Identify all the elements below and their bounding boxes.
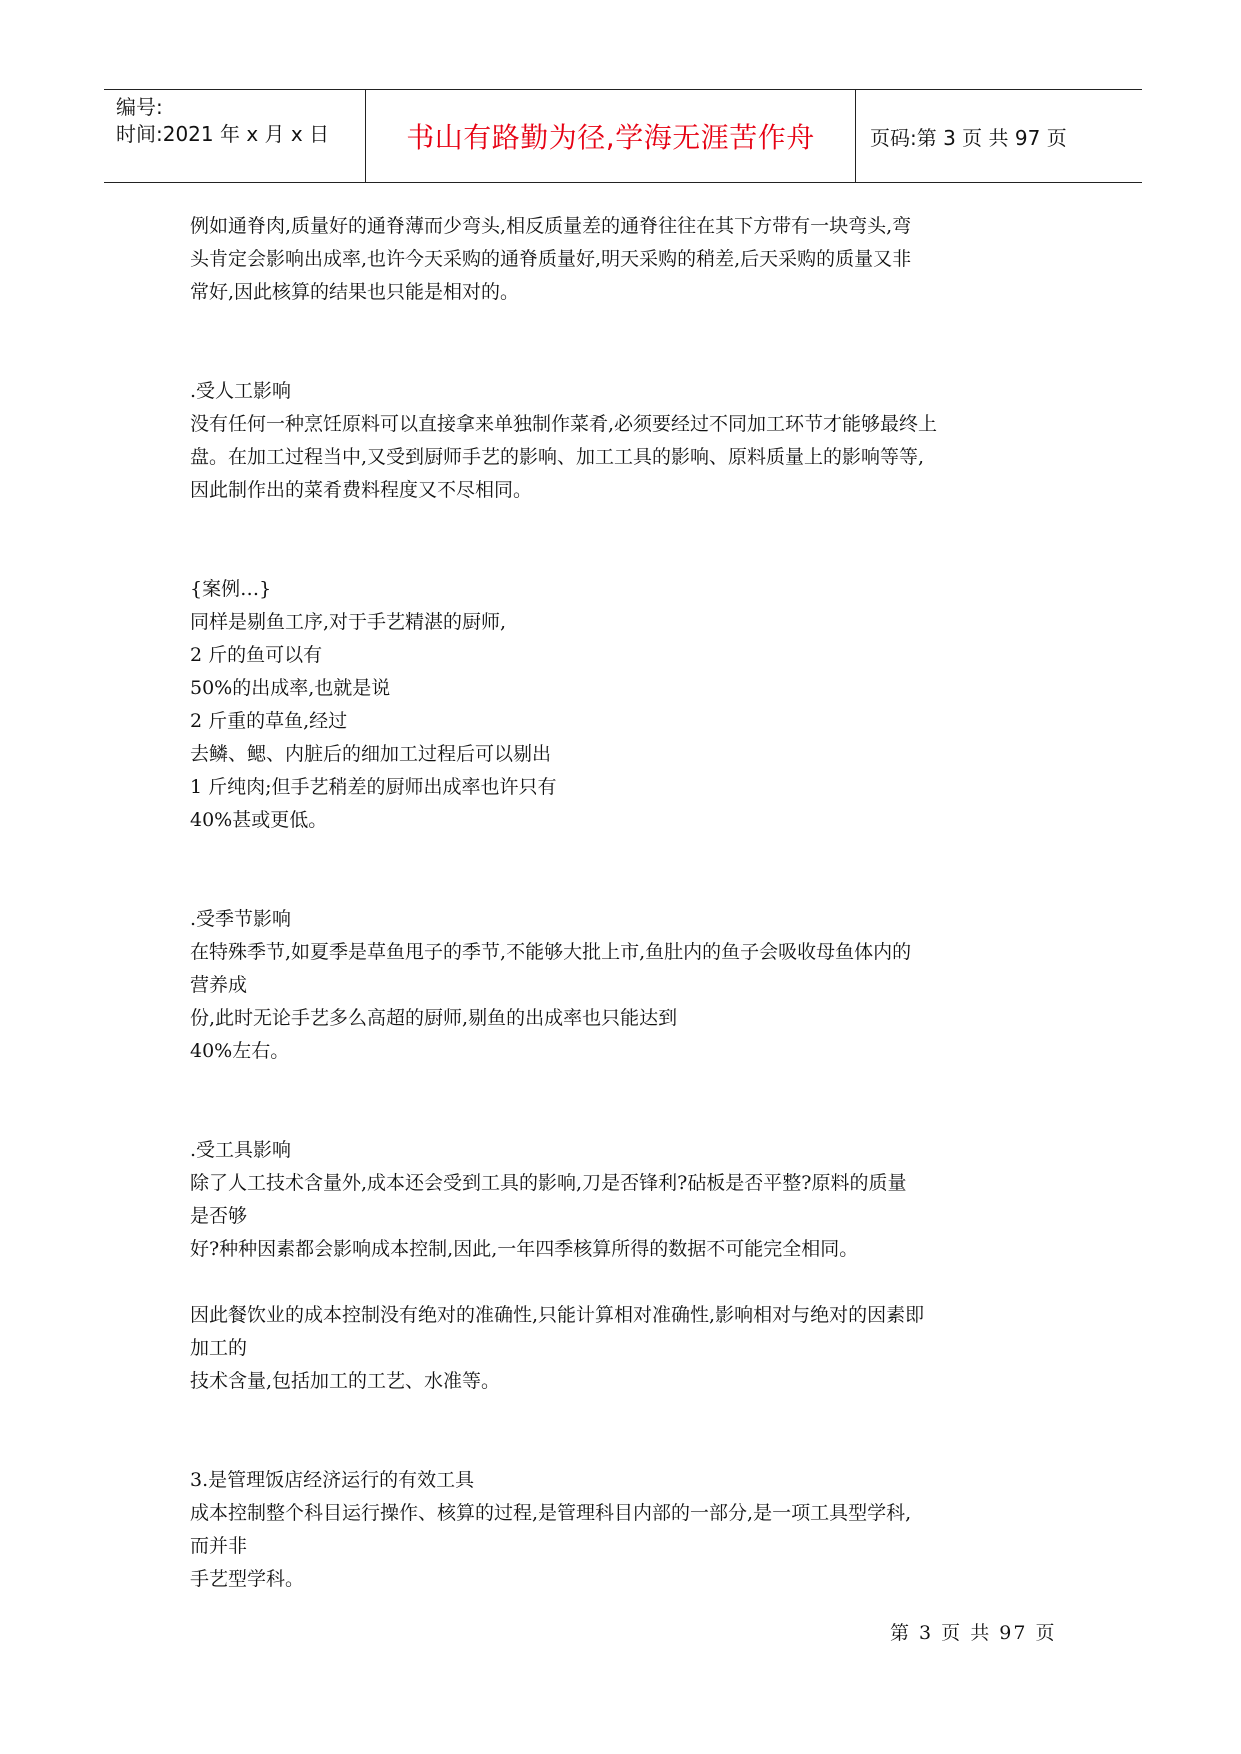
header-number-label: 编号: <box>116 95 163 119</box>
body-line: 没有任何一种烹饪原料可以直接拿来单独制作菜肴,必须要经过不同加工环节才能够最终上 <box>190 413 938 435</box>
case-line: 同样是剔鱼工序,对于手艺精湛的厨师, <box>190 611 507 633</box>
body-line: 头肯定会影响出成率,也许今天采购的通脊质量好,明天采购的稍差,后天采购的质量又非 <box>190 248 912 270</box>
section-heading-season: .受季节影响 <box>190 908 292 930</box>
body-line: 成本控制整个科目运行操作、核算的过程,是管理科目内部的一部分,是一项工具型学科, <box>190 1502 912 1524</box>
document-body <box>190 210 1070 1596</box>
case-line: 2 斤的鱼可以有 <box>190 644 323 666</box>
body-line: 在特殊季节,如夏季是草鱼甩子的季节,不能够大批上市,鱼肚内的鱼子会吸收母鱼体内的 <box>190 941 912 963</box>
body-line: 40%左右。 <box>190 1040 290 1062</box>
body-line: 除了人工技术含量外,成本还会受到工具的影响,刀是否锋利?砧板是否平整?原料的质量 <box>190 1172 907 1194</box>
body-line: 技术含量,包括加工的工艺、水准等。 <box>190 1370 501 1392</box>
body-line: 是否够 <box>190 1205 248 1227</box>
header-meta <box>104 90 366 182</box>
body-line: 例如通脊肉,质量好的通脊薄而少弯头,相反质量差的通脊往往在其下方带有一块弯头,弯 <box>190 215 912 237</box>
section-heading-tools: .受工具影响 <box>190 1139 292 1161</box>
case-line: 去鳞、鳃、内脏后的细加工过程后可以剔出 <box>190 743 552 765</box>
body-line: 手艺型学科。 <box>190 1568 305 1590</box>
body-line: 而并非 <box>190 1535 248 1557</box>
header-motto: 书山有路勤为径,学海无涯苦作舟 <box>366 90 856 182</box>
page-header <box>104 89 1142 183</box>
body-line: 加工的 <box>190 1337 248 1359</box>
body-line: 盘。在加工过程当中,又受到厨师手艺的影响、加工工具的影响、原料质量上的影响等等, <box>190 446 925 468</box>
header-time-label: 时间:2021 年 x 月 x 日 <box>116 122 330 146</box>
case-line: 40%甚或更低。 <box>190 809 328 831</box>
body-line: 好?种种因素都会影响成本控制,因此,一年四季核算所得的数据不可能完全相同。 <box>190 1238 859 1260</box>
case-heading: {案例…} <box>190 578 272 600</box>
body-line: 因此餐饮业的成本控制没有绝对的准确性,只能计算相对准确性,影响相对与绝对的因素即 <box>190 1304 925 1326</box>
body-line: 营养成 <box>190 974 248 996</box>
case-line: 1 斤纯肉;但手艺稍差的厨师出成率也许只有 <box>190 776 557 798</box>
body-line: 因此制作出的菜肴费料程度又不尽相同。 <box>190 479 533 501</box>
section-heading-management: 3.是管理饭店经济运行的有效工具 <box>190 1469 475 1491</box>
section-heading-labor: .受人工影响 <box>190 380 292 402</box>
page-footer: 第 3 页 共 97 页 <box>890 1622 1057 1644</box>
body-line: 常好,因此核算的结果也只能是相对的。 <box>190 281 520 303</box>
header-page-label: 页码:第 3 页 共 97 页 <box>870 125 1067 150</box>
case-line: 2 斤重的草鱼,经过 <box>190 710 348 732</box>
body-line: 份,此时无论手艺多么高超的厨师,剔鱼的出成率也只能达到 <box>190 1007 678 1029</box>
case-line: 50%的出成率,也就是说 <box>190 677 391 699</box>
